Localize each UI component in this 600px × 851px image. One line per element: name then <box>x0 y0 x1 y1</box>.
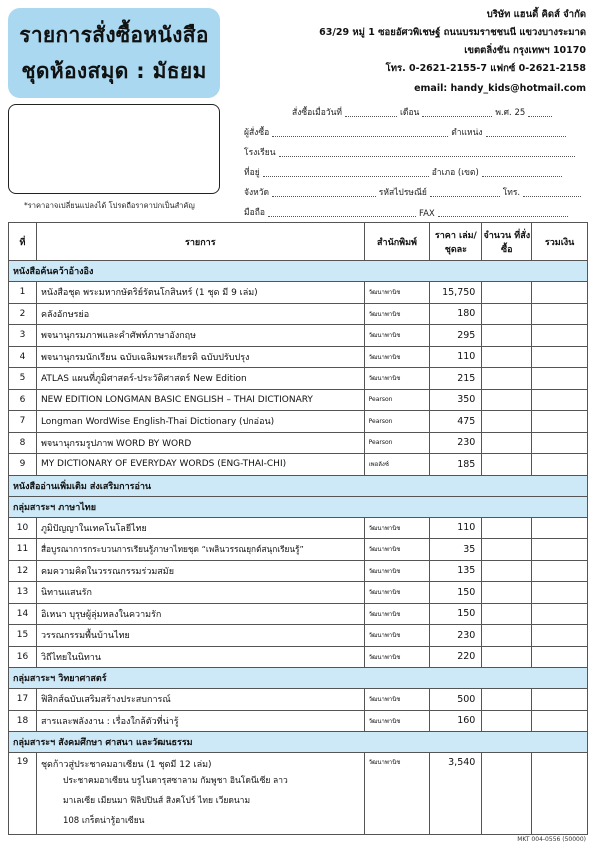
row-publisher: วัฒนาพานิช <box>364 582 430 604</box>
row-publisher: วัฒนาพานิช <box>364 303 430 325</box>
row-qty-cell[interactable] <box>482 282 532 304</box>
form-line-province <box>244 180 584 200</box>
row-price: 180 <box>430 303 482 325</box>
row-item: ฟิสิกส์ฉบับเสริมสร้างประสบการณ์ <box>36 689 364 711</box>
section-reading: หนังสืออ่านเพิ่มเติม ส่งเสริมการอ่าน <box>9 475 588 496</box>
row-no: 17 <box>9 689 37 711</box>
section-row <box>9 475 588 496</box>
row-total-cell[interactable] <box>532 303 588 325</box>
company-address-1: 63/29 หมู่ 1 ซอยอัศวพิเชษฐ์ ถนนบรมราชชนนี แขวงบางระมาด <box>319 27 586 38</box>
row-publisher: Pearson <box>364 411 430 433</box>
order-table <box>8 222 588 835</box>
row-publisher: วัฒนาพานิช <box>364 753 430 835</box>
row-price: 215 <box>430 368 482 390</box>
table-row <box>9 303 588 325</box>
row-publisher: วัฒนาพานิช <box>364 346 430 368</box>
mobile-field[interactable] <box>268 208 416 217</box>
table-row <box>9 346 588 368</box>
form-line-mobile <box>244 200 584 220</box>
row-no: 14 <box>9 603 37 625</box>
table-row <box>9 646 588 668</box>
order-date-field[interactable] <box>345 108 397 117</box>
table-row <box>9 389 588 411</box>
row-publisher: Pearson <box>364 389 430 411</box>
row-no: 7 <box>9 411 37 433</box>
row-total-cell[interactable] <box>532 346 588 368</box>
row-total-cell[interactable] <box>532 368 588 390</box>
header-no: ที่ <box>9 223 37 261</box>
section-thai: กลุ่มสาระฯ ภาษาไทย <box>9 496 588 517</box>
table-row <box>9 582 588 604</box>
row-publisher: วัฒนาพานิช <box>364 646 430 668</box>
row-total-cell[interactable] <box>532 454 588 476</box>
row-item: MY DICTIONARY OF EVERYDAY WORDS (ENG-THAI-CHI) <box>36 454 364 476</box>
row-total-cell[interactable] <box>532 603 588 625</box>
school-label: โรงเรียน <box>244 148 276 158</box>
row-no: 8 <box>9 432 37 454</box>
row-item: วรรณกรรมพื้นบ้านไทย <box>36 625 364 647</box>
order-form <box>244 100 584 220</box>
row-item: คลังอักษรย่อ <box>36 303 364 325</box>
position-label: ตำแหน่ง <box>451 128 483 138</box>
row-total-cell[interactable] <box>532 689 588 711</box>
school-stamp-box <box>8 104 220 194</box>
form-line-school <box>244 140 584 160</box>
form-line-orderer <box>244 120 584 140</box>
row-item-sub-1: ประชาคมอาเซียน บรูไนดารุสซาลาม กัมพูชา อินโดนีเซีย ลาว <box>62 776 288 786</box>
row-publisher: วัฒนาพานิช <box>364 325 430 347</box>
province-label: จังหวัด <box>244 188 270 198</box>
order-date-label: สั่งซื้อเมื่อวันที่ <box>292 108 343 118</box>
row-item-title: ชุดก้าวสู่ประชาคมอาเซียน (1 ชุดมี 12 เล่ม) <box>40 760 212 770</box>
row-item: อิเหนา บุรุษผู้ลุ่มหลงในความรัก <box>36 603 364 625</box>
row-qty-cell[interactable] <box>482 753 532 835</box>
row-price: 230 <box>430 432 482 454</box>
row-price: 350 <box>430 389 482 411</box>
row-total-cell[interactable] <box>532 517 588 539</box>
form-line-date <box>244 100 584 120</box>
row-price: 110 <box>430 517 482 539</box>
row-price: 220 <box>430 646 482 668</box>
postcode-field[interactable] <box>430 188 500 197</box>
section-row <box>9 496 588 517</box>
row-no: 19 <box>9 753 37 835</box>
row-no: 4 <box>9 346 37 368</box>
district-label: อำเภอ (เขต) <box>431 168 479 178</box>
table-row <box>9 454 588 476</box>
table-row <box>9 560 588 582</box>
row-total-cell[interactable] <box>532 582 588 604</box>
row-qty-cell[interactable] <box>482 432 532 454</box>
row-item: พจนานุกรมรูปภาพ WORD BY WORD <box>36 432 364 454</box>
month-field[interactable] <box>422 108 492 117</box>
tel-label: โทร. <box>502 188 521 198</box>
row-publisher: วัฒนาพานิช <box>364 625 430 647</box>
row-qty-cell[interactable] <box>482 517 532 539</box>
row-publisher: วัฒนาพานิช <box>364 517 430 539</box>
row-price: 150 <box>430 603 482 625</box>
row-item: หนังสือชุด พระมหากษัตริย์รัตนโกสินทร์ (1 ชุด มี 9 เล่ม) <box>36 282 364 304</box>
row-item: NEW EDITION LONGMAN BASIC ENGLISH – THAI DICTIONARY <box>36 389 364 411</box>
row-total-cell[interactable] <box>532 753 588 835</box>
row-total-cell[interactable] <box>532 710 588 732</box>
row-item: สารและพลังงาน : เรื่องใกล้ตัวที่น่ารู้ <box>36 710 364 732</box>
table-row <box>9 432 588 454</box>
row-item: นิทานแสนรัก <box>36 582 364 604</box>
row-no: 9 <box>9 454 37 476</box>
row-item: วิถีไทยในนิทาน <box>36 646 364 668</box>
province-field[interactable] <box>272 188 376 197</box>
price-note: *ราคาอาจเปลี่ยนแปลงได้ โปรดถือราคาปกเป็นสำคัญ <box>24 201 195 210</box>
table-row <box>9 282 588 304</box>
company-address-2: เขตตลิ่งชัน กรุงเทพฯ 10170 <box>464 45 586 56</box>
row-publisher: วัฒนาพานิช <box>364 603 430 625</box>
row-publisher: วัฒนาพานิช <box>364 368 430 390</box>
tel-field[interactable] <box>523 188 581 197</box>
company-info <box>226 6 586 98</box>
row-publisher: วัฒนาพานิช <box>364 539 430 561</box>
row-price: 185 <box>430 454 482 476</box>
table-row <box>9 625 588 647</box>
row-no: 6 <box>9 389 37 411</box>
row-price: 475 <box>430 411 482 433</box>
row-item: ATLAS แผนที่ภูมิศาสตร์-ประวัติศาสตร์ New Edition <box>36 368 364 390</box>
year-field[interactable] <box>528 108 552 117</box>
row-no: 11 <box>9 539 37 561</box>
row-item <box>36 753 364 835</box>
header-publisher: สำนักพิมพ์ <box>364 223 430 261</box>
table-row <box>9 539 588 561</box>
row-no: 18 <box>9 710 37 732</box>
row-no: 1 <box>9 282 37 304</box>
title-line-2: ชุดห้องสมุด : มัธยม <box>21 59 207 83</box>
row-qty-cell[interactable] <box>482 325 532 347</box>
orderer-field[interactable] <box>272 128 448 137</box>
row-price: 500 <box>430 689 482 711</box>
company-phone: โทร. 0-2621-2155-7 แฟกซ์ 0-2621-2158 <box>385 63 586 74</box>
row-qty-cell[interactable] <box>482 539 532 561</box>
row-price: 135 <box>430 560 482 582</box>
row-item: พจนานุกรมนักเรียน ฉบับเฉลิมพระเกียรติ ฉบับปรับปรุง <box>36 346 364 368</box>
row-qty-cell[interactable] <box>482 582 532 604</box>
row-no: 12 <box>9 560 37 582</box>
row-total-cell[interactable] <box>532 560 588 582</box>
table-row <box>9 368 588 390</box>
section-row <box>9 668 588 689</box>
table-row <box>9 603 588 625</box>
row-publisher: วัฒนาพานิช <box>364 560 430 582</box>
row-qty-cell[interactable] <box>482 454 532 476</box>
row-price: 150 <box>430 582 482 604</box>
address-field[interactable] <box>263 168 429 177</box>
footer-code: MKT 004-0556 (50000) <box>517 836 586 843</box>
row-no: 3 <box>9 325 37 347</box>
row-publisher: Pearson <box>364 432 430 454</box>
table-row <box>9 710 588 732</box>
row-publisher: วัฒนาพานิช <box>364 689 430 711</box>
position-field[interactable] <box>486 128 566 137</box>
section-row <box>9 732 588 753</box>
row-total-cell[interactable] <box>532 325 588 347</box>
header-qty: จำนวน ที่สั่งซื้อ <box>482 223 532 261</box>
row-price: 35 <box>430 539 482 561</box>
row-qty-cell[interactable] <box>482 389 532 411</box>
row-item-sub-2: มาเลเซีย เมียนมา ฟิลิปปินส์ สิงคโปร์ ไทย เวียดนาม <box>62 796 251 806</box>
mobile-label: มือถือ <box>244 208 265 218</box>
table-header-row <box>9 223 588 261</box>
row-item: ภูมิปัญญาในเทคโนโลยีไทย <box>36 517 364 539</box>
table-row <box>9 753 588 835</box>
row-no: 10 <box>9 517 37 539</box>
section-reference: หนังสือค้นคว้าอ้างอิง <box>9 261 588 282</box>
row-qty-cell[interactable] <box>482 689 532 711</box>
row-item: Longman WordWise English-Thai Dictionary (ปกอ่อน) <box>36 411 364 433</box>
row-qty-cell[interactable] <box>482 646 532 668</box>
row-publisher: วัฒนาพานิช <box>364 710 430 732</box>
form-line-address <box>244 160 584 180</box>
row-no: 2 <box>9 303 37 325</box>
row-qty-cell[interactable] <box>482 560 532 582</box>
row-qty-cell[interactable] <box>482 625 532 647</box>
table-row <box>9 689 588 711</box>
district-field[interactable] <box>482 168 562 177</box>
row-price: 160 <box>430 710 482 732</box>
row-total-cell[interactable] <box>532 432 588 454</box>
header-item: รายการ <box>36 223 364 261</box>
title-banner <box>8 8 220 98</box>
row-total-cell[interactable] <box>532 646 588 668</box>
row-total-cell[interactable] <box>532 539 588 561</box>
row-total-cell[interactable] <box>532 389 588 411</box>
table-row <box>9 325 588 347</box>
row-item: คมความคิดในวรรณกรรมร่วมสมัย <box>36 560 364 582</box>
company-email: email: handy_kids@hotmail.com <box>414 83 586 94</box>
company-name: บริษัท แฮนดี้ คิดส์ จำกัด <box>486 9 586 20</box>
row-qty-cell[interactable] <box>482 368 532 390</box>
table-row <box>9 517 588 539</box>
section-science: กลุ่มสาระฯ วิทยาศาสตร์ <box>9 668 588 689</box>
header-total: รวมเงิน <box>532 223 588 261</box>
row-qty-cell[interactable] <box>482 603 532 625</box>
row-item: พจนานุกรมภาพและคำศัพท์ภาษาอังกฤษ <box>36 325 364 347</box>
row-price: 110 <box>430 346 482 368</box>
row-qty-cell[interactable] <box>482 346 532 368</box>
year-label: พ.ศ. 25 <box>495 108 526 118</box>
school-field[interactable] <box>279 148 575 157</box>
row-price: 295 <box>430 325 482 347</box>
row-publisher: เพอลังซ์ <box>364 454 430 476</box>
row-no: 16 <box>9 646 37 668</box>
table-row <box>9 411 588 433</box>
row-qty-cell[interactable] <box>482 411 532 433</box>
row-item-sub-3: 108 เกร็ดน่ารู้อาเซียน <box>62 816 145 826</box>
row-total-cell[interactable] <box>532 411 588 433</box>
postcode-label: รหัสไปรษณีย์ <box>378 188 427 198</box>
row-total-cell[interactable] <box>532 282 588 304</box>
address-label: ที่อยู่ <box>244 168 260 178</box>
row-qty-cell[interactable] <box>482 710 532 732</box>
row-publisher: วัฒนาพานิช <box>364 282 430 304</box>
header-price: ราคา เล่ม/ชุดละ <box>430 223 482 261</box>
section-row <box>9 261 588 282</box>
row-qty-cell[interactable] <box>482 303 532 325</box>
row-no: 15 <box>9 625 37 647</box>
fax-label: FAX <box>418 209 435 219</box>
row-price: 230 <box>430 625 482 647</box>
month-label: เดือน <box>400 108 420 118</box>
fax-field[interactable] <box>438 208 568 217</box>
row-price: 3,540 <box>430 753 482 835</box>
row-total-cell[interactable] <box>532 625 588 647</box>
row-no: 13 <box>9 582 37 604</box>
row-price: 15,750 <box>430 282 482 304</box>
row-item: สื่อบูรณาการกระบวนการเรียนรู้ภาษาไทยชุด “เพลินวรรณยุกต์สนุกเรียนรู้” <box>36 539 364 561</box>
title-line-1: รายการสั่งซื้อหนังสือ <box>19 23 209 47</box>
row-no: 5 <box>9 368 37 390</box>
section-social: กลุ่มสาระฯ สังคมศึกษา ศาสนา และวัฒนธรรม <box>9 732 588 753</box>
orderer-label: ผู้สั่งซื้อ <box>244 128 270 138</box>
